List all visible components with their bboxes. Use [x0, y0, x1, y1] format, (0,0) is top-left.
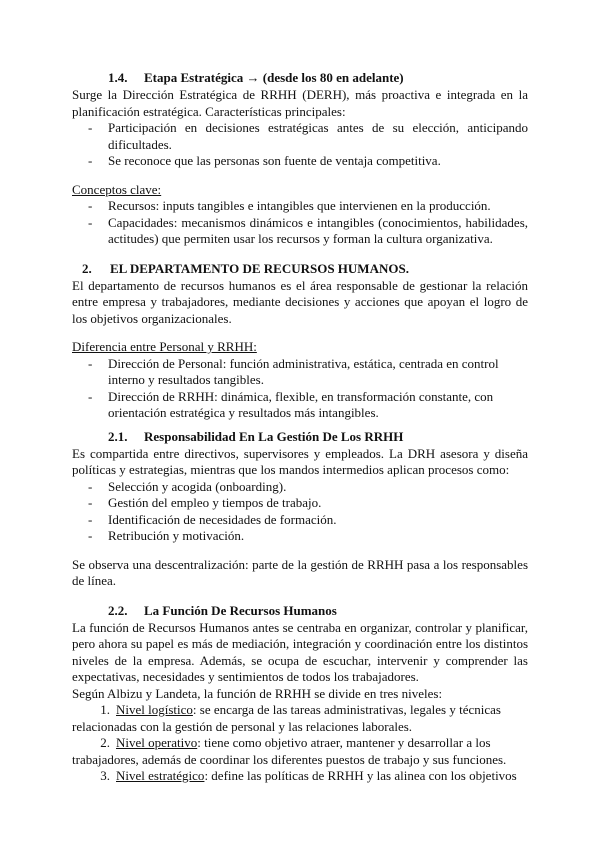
list-item: - Selección y acogida (onboarding).	[88, 478, 287, 494]
dash-bullet: -	[88, 495, 93, 510]
list-item: - Identificación de necesidades de formación.	[88, 511, 337, 527]
level-number: 1.	[100, 702, 110, 717]
diff-label: Diferencia entre Personal y RRHH:	[72, 339, 257, 354]
dash-bullet: -	[88, 198, 93, 213]
list-item: - Participación en decisiones estratégicas antes de su elección, anticipando dificultades.	[88, 120, 528, 152]
paragraph-2-1-outro: Se observa una descentralización: parte de la gestión de RRHH pasa a los responsables de línea.	[72, 556, 528, 588]
heading-number: 2.1.	[108, 428, 128, 444]
list-levels	[72, 702, 528, 785]
dash-bullet: -	[88, 478, 93, 494]
paragraph-2-1-intro: Es compartida entre directivos, supervisores y empleados. La DRH asesora y diseña políticas y estrategias, mientras que los mandos intermedios aplican procesos como:	[72, 445, 528, 477]
list-concepts	[72, 198, 528, 248]
list-item: - Se reconoce que las personas son fuente de ventaja competitiva.	[88, 153, 441, 168]
list-2-1-processes	[72, 479, 528, 545]
dash-bullet: -	[88, 511, 93, 527]
dash-bullet: -	[88, 528, 93, 543]
heading-title: Etapa Estratégica → (desde los 80 en adelante)	[144, 70, 404, 85]
heading-2-1	[72, 428, 528, 446]
heading-title: Responsabilidad En La Gestión De Los RRHH	[144, 428, 404, 444]
list-1-4-features	[72, 120, 528, 170]
level-text: : se encarga de las tareas administrativas, legales y técnicas relacionadas con la gestión de personal y las relaciones laborales.	[72, 702, 501, 734]
level-name: Nivel estratégico	[116, 768, 205, 783]
level-number: 3.	[100, 768, 110, 783]
dash-bullet: -	[88, 388, 93, 404]
dash-bullet: -	[88, 153, 93, 168]
list-item: - Recursos: inputs tangibles e intangibles que intervienen en la producción.	[88, 198, 491, 213]
dash-bullet: -	[88, 214, 93, 230]
concepts-label: Conceptos clave:	[72, 181, 162, 197]
paragraph-2-2-levels-intro: Según Albizu y Landeta, la función de RRHH se divide en tres niveles:	[72, 685, 443, 701]
list-item	[72, 768, 528, 785]
heading-number: 2.2.	[108, 602, 128, 618]
heading-1-4	[72, 69, 528, 87]
level-number: 2.	[100, 735, 110, 750]
list-item: - Dirección de Personal: función administrativa, estática, centrada en control interno y resultados tangibles.	[88, 355, 499, 387]
dash-bullet: -	[88, 120, 93, 135]
heading-title: La Función De Recursos Humanos	[144, 602, 337, 618]
list-item: - Dirección de RRHH: dinámica, flexible, en transformación constante, con orientación estratégica y resultados más intangibles.	[88, 388, 494, 420]
document-content	[72, 69, 528, 785]
level-text: : define las políticas de RRHH y las alinea con los objetivos	[204, 768, 517, 783]
list-item	[72, 702, 528, 735]
list-item: - Capacidades: mecanismos dinámicos e intangibles (conocimientos, habilidades, actitudes) que permiten usar los recursos y forman la cultura organizativa.	[88, 214, 528, 246]
paragraph-2-2-intro: La función de Recursos Humanos antes se centraba en organizar, controlar y planificar, pero ahora su papel es más de mediación, integración y coordinación entre los distintos niveles de la empresa. Además, se ocupa de escuchar, intervenir y comprender las expectativas, necesidades y sentimientos de todos los trabajadores.	[72, 619, 528, 684]
level-name: Nivel logístico	[116, 702, 193, 717]
heading-2	[72, 260, 528, 278]
heading-2-2	[72, 602, 528, 620]
list-item	[72, 735, 528, 768]
paragraph-1-4-intro: Surge la Dirección Estratégica de RRHH (DERH), más proactiva e integrada en la planificación estratégica. Características principales:	[72, 87, 528, 119]
level-text: : tiene como objetivo atraer, mantener y desarrollar a los trabajadores, además de coordinar los diferentes puestos de trabajo y sus funciones.	[72, 735, 507, 767]
list-diff	[72, 356, 528, 422]
level-name: Nivel operativo	[116, 735, 198, 750]
heading-number: 2.	[82, 260, 92, 276]
heading-title: EL DEPARTAMENTO DE RECURSOS HUMANOS.	[110, 260, 409, 276]
paragraph-2-intro: El departamento de recursos humanos es el área responsable de gestionar la relación entre empresa y trabajadores, mediante decisiones y acciones que apoyan el logro de los objetivos organizacionales.	[72, 277, 528, 326]
dash-bullet: -	[88, 355, 93, 371]
list-item: - Gestión del empleo y tiempos de trabajo.	[88, 495, 322, 510]
heading-number: 1.4.	[108, 70, 128, 85]
list-item: - Retribución y motivación.	[88, 528, 245, 543]
